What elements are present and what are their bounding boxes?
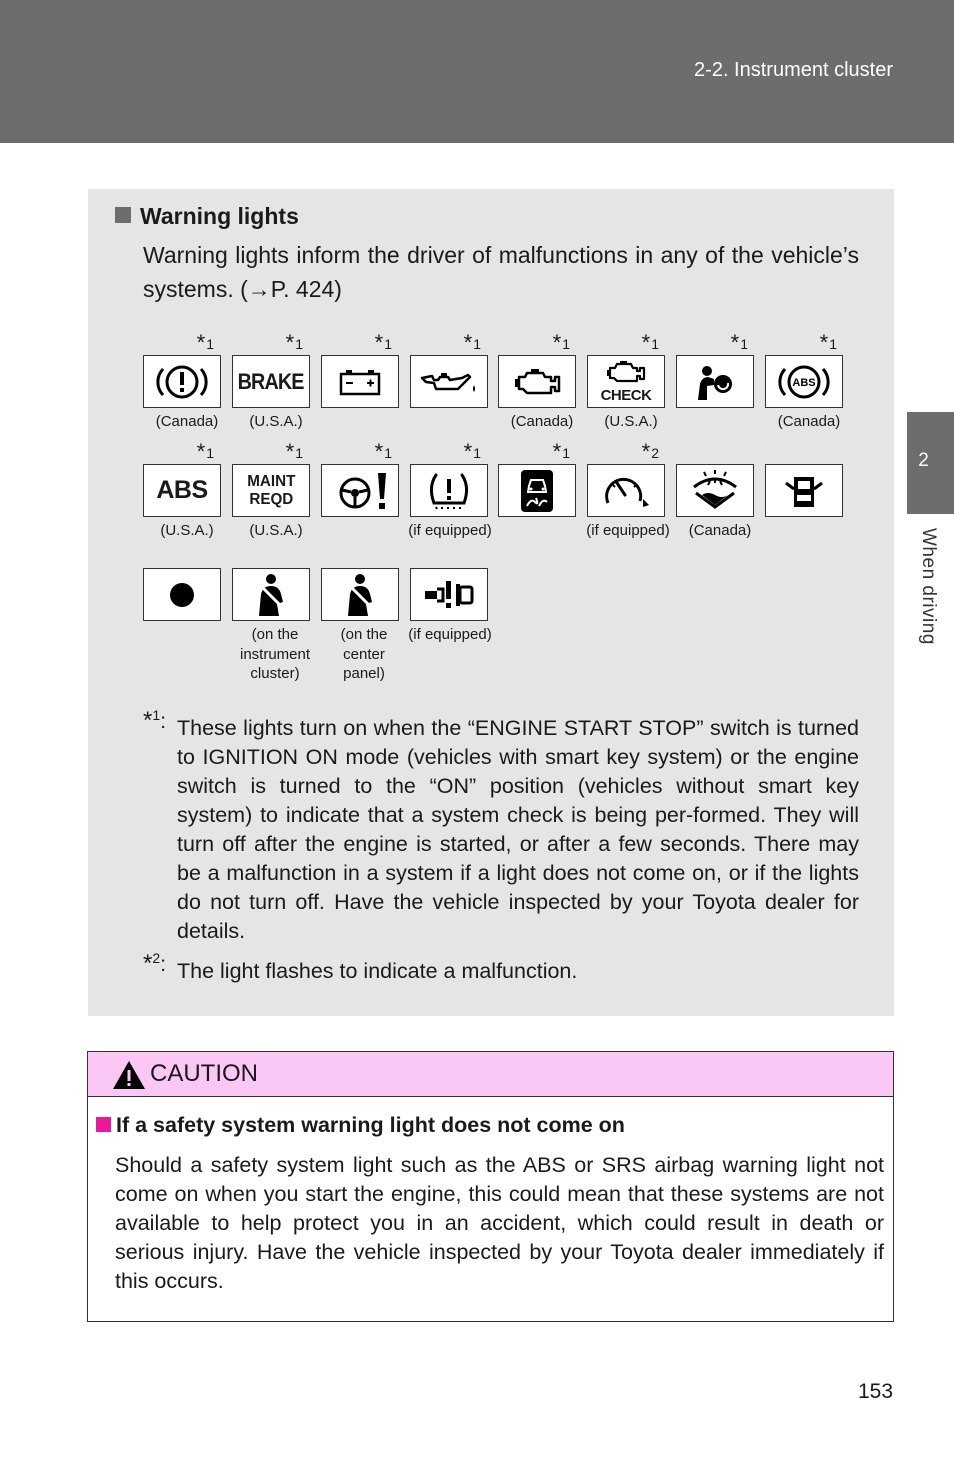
brake-text-icon: BRAKE [232,355,310,408]
footnote-mark-2: *$^2$ [641,439,659,464]
footnote-mark-1: *$^1$ [552,330,570,355]
caution-bullet [96,1117,111,1132]
footnote-mark-1: *$^1$ [374,330,392,355]
page-number: 153 [858,1380,894,1403]
warning-lights-heading-text: Warning lights [140,203,299,229]
warning-triangle-icon [112,1060,146,1090]
slip-indicator-icon [498,464,576,517]
caption-usa: (U.S.A.) [604,413,658,430]
caption-canada: (Canada) [510,413,574,430]
cruise-control-icon [587,464,665,517]
footnote-mark-1: *$^1$ [819,330,837,355]
battery-icon [321,355,399,408]
caption-canada: (Canada) [777,413,841,430]
chapter-label: When driving [918,528,939,645]
chapter-tab [907,412,954,514]
footnote-mark-1: *$^1$ [285,439,303,464]
oil-pressure-icon [410,355,488,408]
caption-line: (on the [340,626,388,643]
brake-system-canada-icon [143,355,221,408]
footnote-mark-1: *$^1$ [374,439,392,464]
footnote-2-text: The light flashes to indicate a malfunction. [177,959,578,983]
low-washer-fluid-icon [676,464,754,517]
reqd-label: REQD [249,490,293,508]
warning-lights-intro: Warning lights inform the driver of malfunctions in any of the vehicle’s systems. (→P. 424) [143,242,859,302]
caption-usa: (U.S.A.) [160,522,214,539]
footnote-mark-1: *$^1$ [730,330,748,355]
abs-text-icon: ABS [143,464,221,517]
seatbelt-reminder-icon [232,568,310,621]
section-title: 2-2. Instrument cluster [694,59,893,81]
caption-canada: (Canada) [688,522,752,539]
caution-body: Should a safety system light such as the ABS or SRS airbag warning light not come on when you start the engine, this could mean that these systems are not available to help protect you in an accident, which could result in death or serious injury. Have the vehicle inspected by your Toyota dealer immediately if this occurs. [115,1153,884,1293]
warning-lights-heading [115,203,299,230]
caption-line: instrument [239,645,311,663]
caption-if-equipped: (if equipped) [408,626,492,643]
srs-airbag-icon [676,355,754,408]
tire-pressure-icon [410,464,488,517]
caption-line: (on the [251,626,299,643]
caption-line: center [343,645,385,663]
caution-title: CAUTION [150,1060,258,1087]
low-fuel-dot-icon [143,568,221,621]
heading-bullet [115,207,131,223]
caution-subheading-text: If a safety system warning light does not come on [116,1113,625,1137]
caption-line: cluster) [250,665,300,682]
caption-usa: (U.S.A.) [249,413,303,430]
caption-usa: (U.S.A.) [249,522,303,539]
chapter-number: 2 [918,450,929,471]
footnote-mark-1: *$^1$ [552,439,570,464]
footnote-mark-1: *$^1$ [285,330,303,355]
caption-if-equipped: (if equipped) [586,522,670,539]
footnote-1-text: These lights turn on when the “ENGINE START STOP” switch is turned to IGNITION ON mode (vehicles with smart key system) or the engine switch is turned to the “ON” position (vehicles without smart key system) to indicate that a system check is being per-formed. They will turn off after the engine is started, or after a few seconds. There may be a malfunction in a system if a light does not come on, or if the lights do not turn off. Have the vehicle inspected by your Toyota dealer for details. [177,716,859,943]
svg-text:ABS: ABS [792,376,816,389]
maint-label: MAINT [246,472,296,490]
footnote-mark-1: *$^1$ [463,330,481,355]
footnote-mark-1: *$^1$ [196,439,214,464]
caption-line: panel) [343,665,385,682]
ac-filter-warning-icon [410,568,488,621]
caption-center-panel [319,625,409,684]
footnote-2-mark: *$^2$: [143,950,167,978]
caption-instrument-cluster [230,625,320,684]
open-door-icon [765,464,843,517]
maint-reqd-icon [232,464,310,517]
abs-canada-icon [765,355,843,408]
seatbelt-reminder-icon [321,568,399,621]
check-engine-usa-icon: CHECK [587,355,665,408]
caution-subheading [96,1113,625,1138]
page-header [0,0,954,143]
footnote-1-mark: *$^1$: [143,707,167,735]
caption-if-equipped: (if equipped) [408,522,492,539]
caption-canada: (Canada) [155,413,219,430]
footnote-mark-1: *$^1$ [641,330,659,355]
footnote-mark-1: *$^1$ [463,439,481,464]
caution-header [88,1052,893,1097]
check-engine-canada-icon [498,355,576,408]
power-steering-icon [321,464,399,517]
footnote-mark-1: *$^1$ [196,330,214,355]
